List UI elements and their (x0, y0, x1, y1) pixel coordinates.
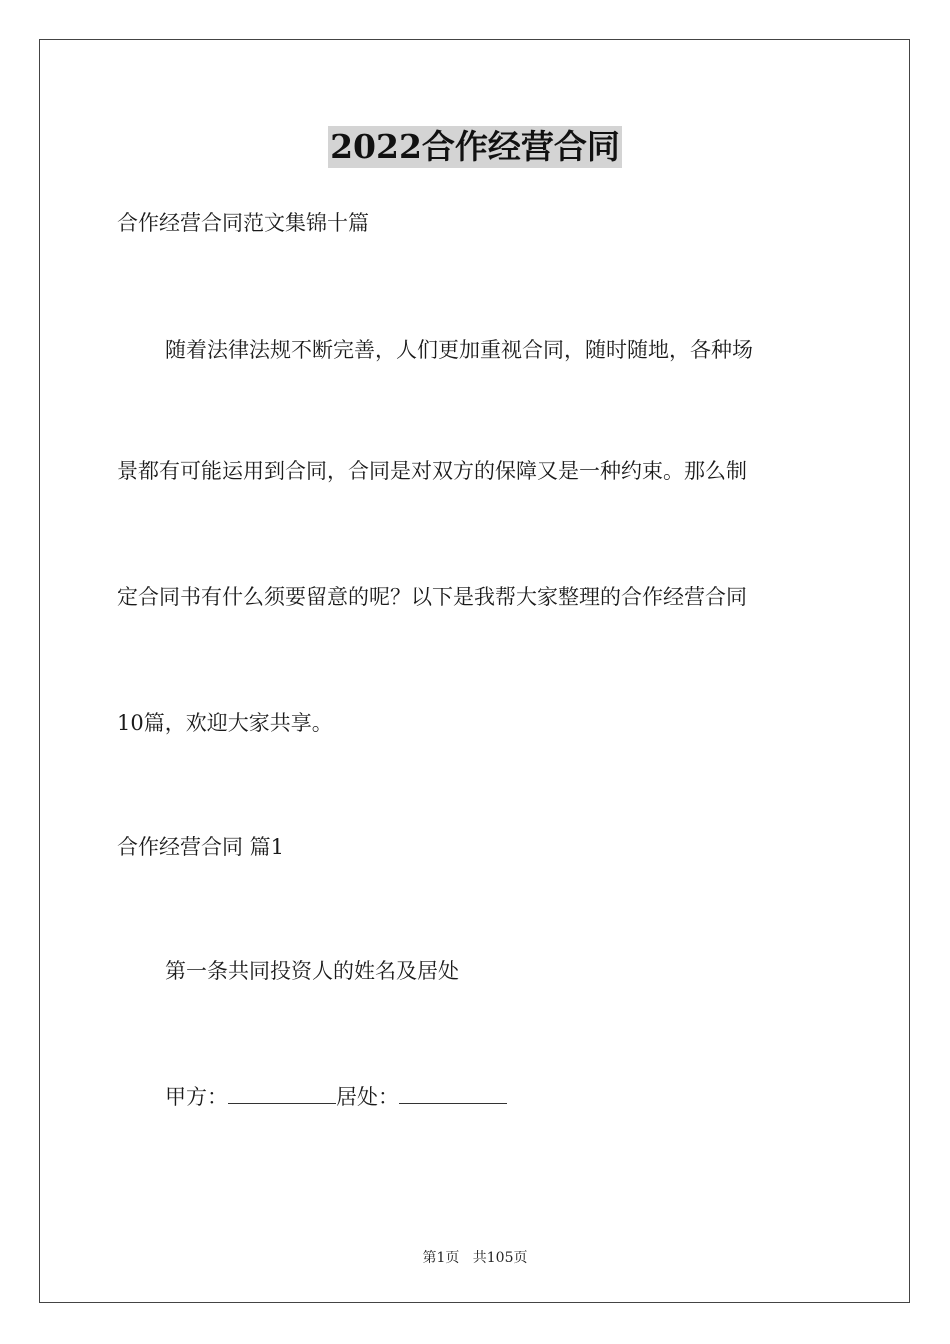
paragraph-line-1: 随着法律法规不断完善，人们更加重视合同，随时随地，各种场 (165, 338, 753, 362)
subtitle: 合作经营合同范文集锦十篇 (117, 211, 369, 235)
party-a-name-blank (228, 1081, 336, 1104)
party-a-row (165, 1081, 507, 1112)
paragraph-line-4: 10篇，欢迎大家共享。 (117, 711, 333, 735)
page-number: 第1页 (422, 1250, 460, 1266)
article-1-heading: 第一条共同投资人的姓名及居处 (165, 959, 459, 983)
title-container (0, 126, 950, 168)
total-pages: 共105页 (472, 1250, 528, 1266)
paragraph-line-3: 定合同书有什么须要留意的呢？以下是我帮大家整理的合作经营合同 (117, 585, 747, 609)
residence-label: 居处： (336, 1085, 399, 1109)
section-heading: 合作经营合同 篇1 (117, 835, 285, 859)
document-title: 2022合作经营合同 (330, 127, 620, 166)
page-footer (0, 1248, 950, 1268)
paragraph-line-2: 景都有可能运用到合同，合同是对双方的保障又是一种约束。那么制 (117, 459, 747, 483)
residence-blank (399, 1081, 507, 1104)
party-a-label: 甲方： (165, 1085, 228, 1109)
